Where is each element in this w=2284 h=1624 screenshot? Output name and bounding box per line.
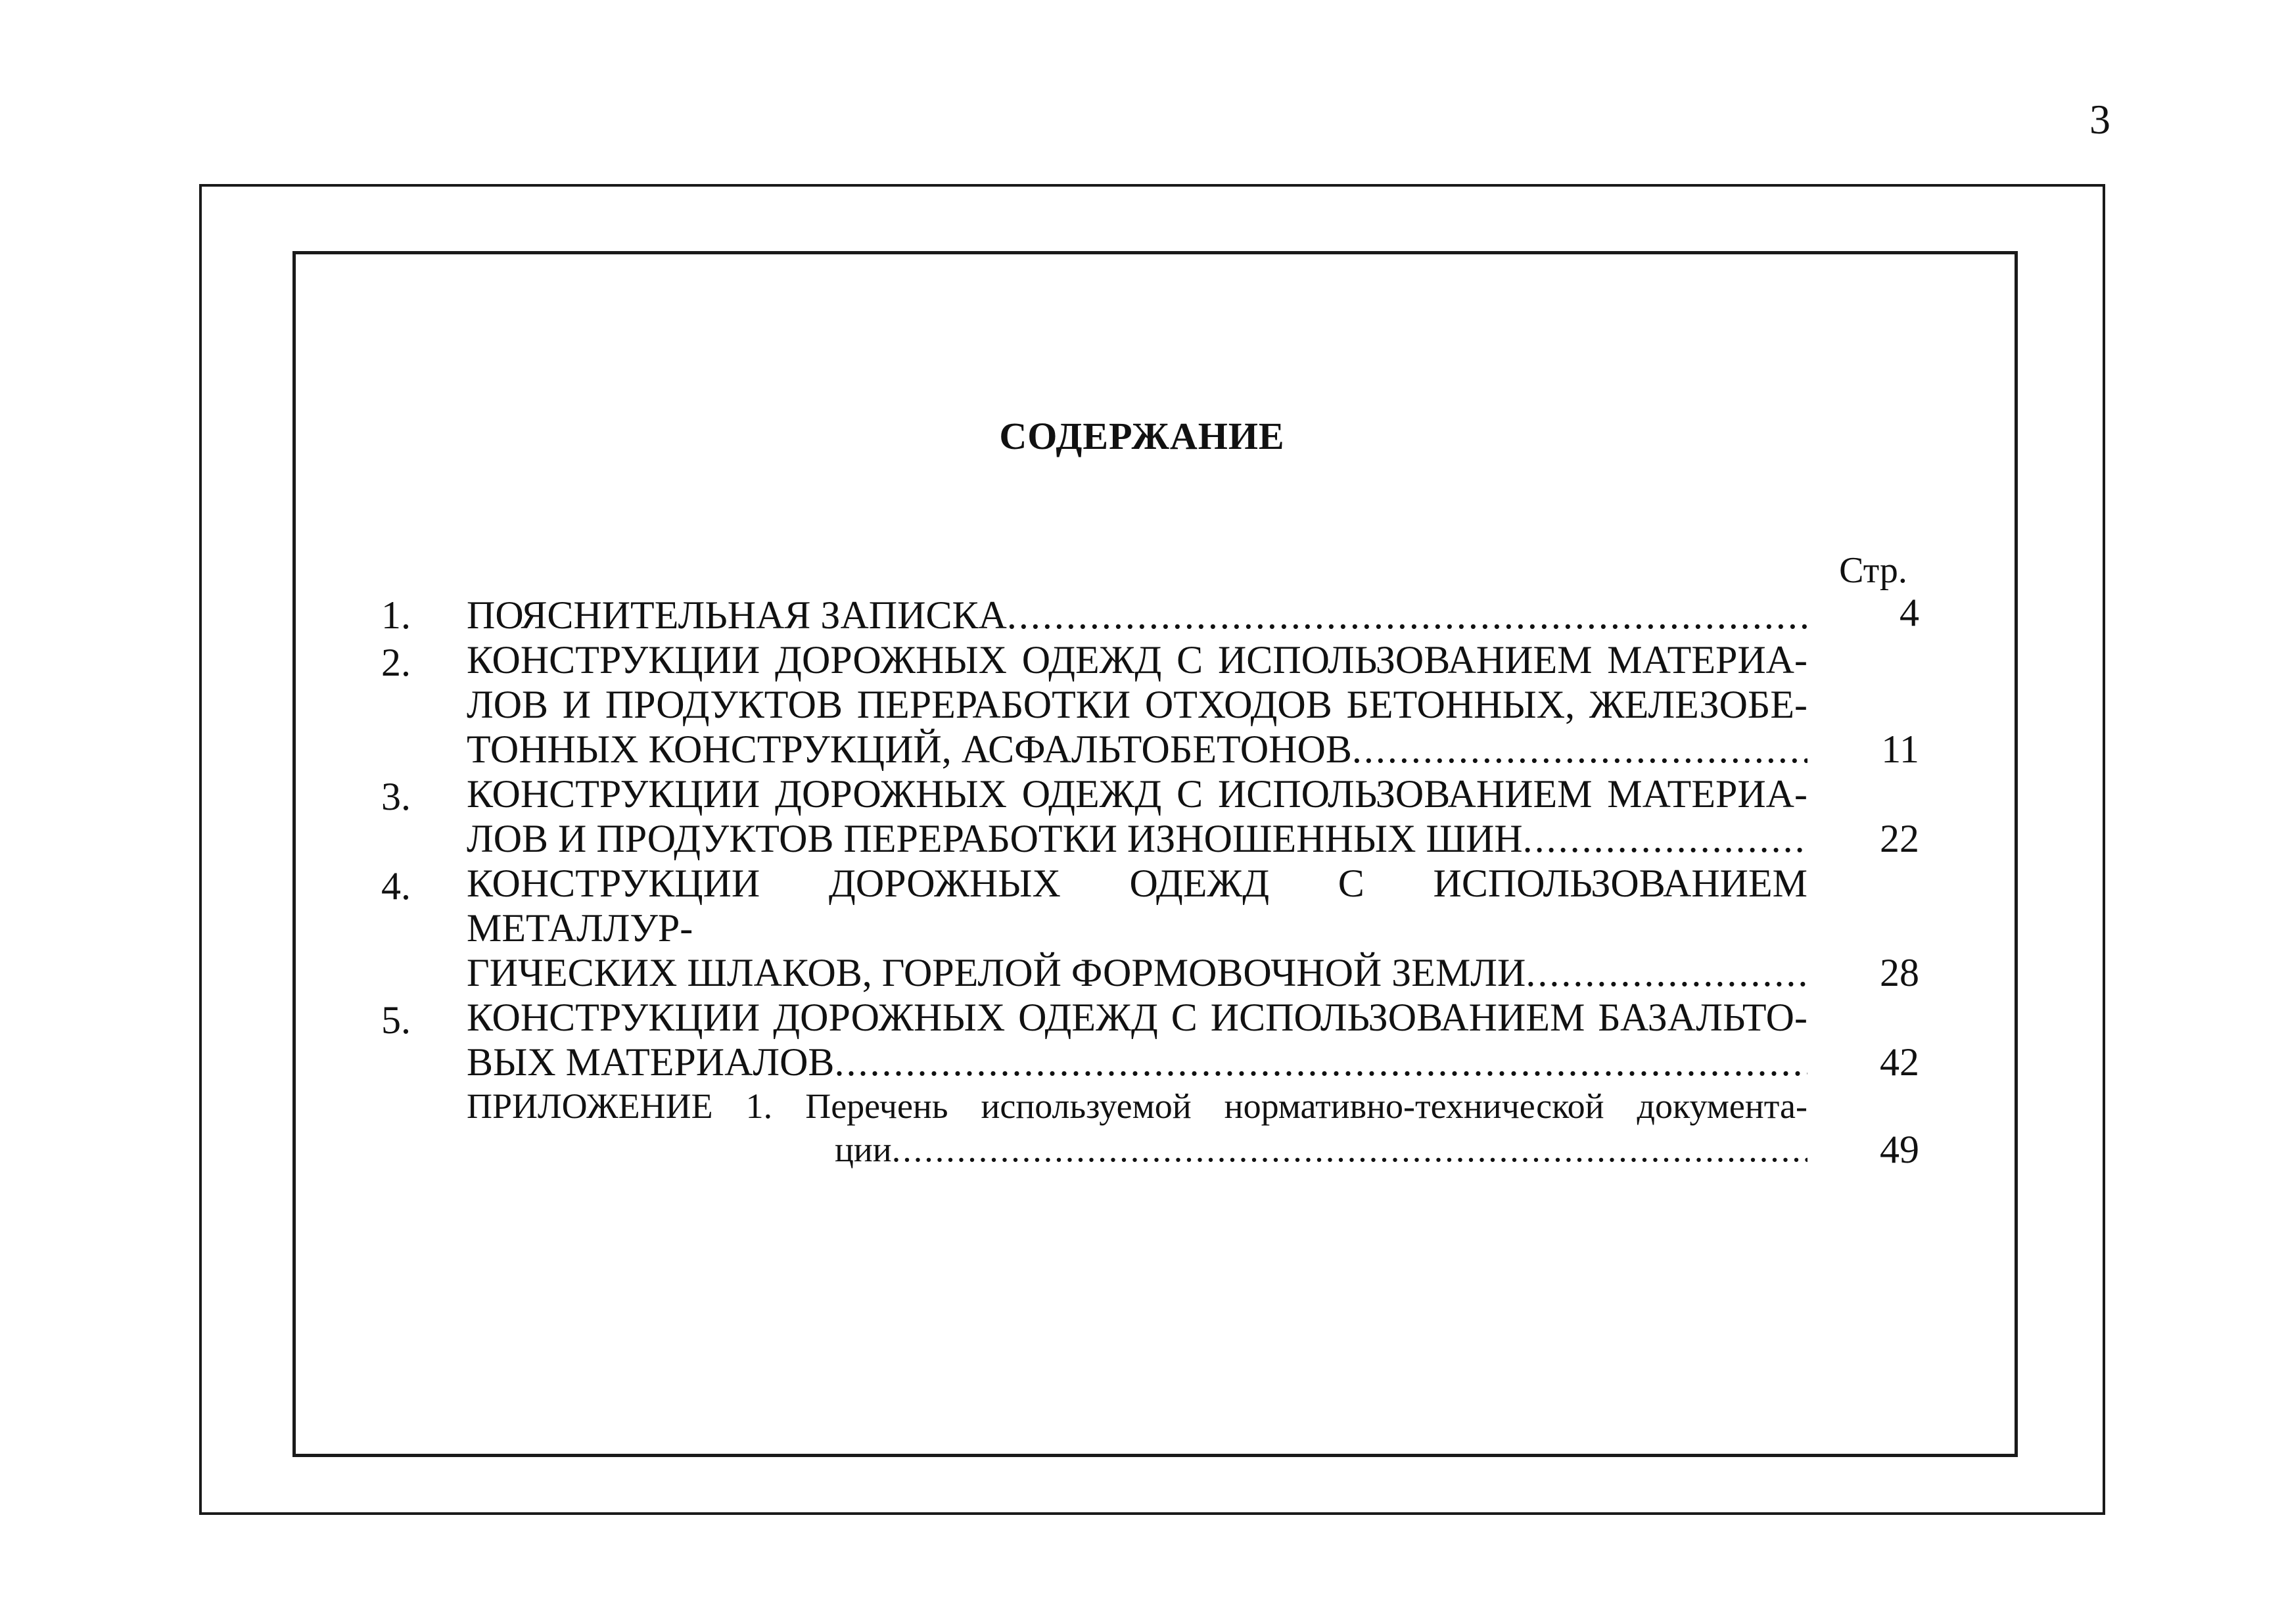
toc-entry-number: 3. [381, 775, 411, 818]
toc-entry-page: 28 [1880, 951, 1919, 994]
toc-entry-line: КОНСТРУКЦИИ ДОРОЖНЫХ ОДЕЖД С ИСПОЛЬЗОВАНИЕМ МАТЕРИА- [467, 772, 1807, 816]
page-column-header: Стр. [1839, 550, 1907, 591]
dot-leader [892, 1128, 1807, 1171]
toc-entry-page: 49 [1880, 1128, 1919, 1171]
toc-entry-line: КОНСТРУКЦИИ ДОРОЖНЫХ ОДЕЖД С ИСПОЛЬЗОВАНИЕМ МЕТАЛЛУР- [467, 862, 1807, 950]
toc-entry-text [467, 995, 1807, 1084]
toc-entry-line: ПРИЛОЖЕНИЕ 1. Перечень используемой нормативно-технической документа- [467, 1086, 1807, 1126]
toc-entry [381, 592, 1946, 638]
toc-entry-page: 11 [1881, 728, 1919, 771]
dot-leader [1007, 593, 1807, 638]
toc-entry-line: ЛОВ И ПРОДУКТОВ ПЕРЕРАБОТКИ ОТХОДОВ БЕТОННЫХ, ЖЕЛЕЗОБЕ- [467, 683, 1807, 726]
toc-entry-line: ции [835, 1130, 892, 1169]
toc-entry-line: ТОННЫХ КОНСТРУКЦИЙ, АСФАЛЬТОБЕТОНОВ [467, 728, 1352, 771]
toc-entry-page: 22 [1880, 817, 1919, 860]
toc-entry-text [467, 861, 1807, 995]
toc-entry-line: ГИЧЕСКИХ ШЛАКОВ, ГОРЕЛОЙ ФОРМОВОЧНОЙ ЗЕМЛИ [467, 951, 1526, 994]
toc-entry-text [467, 1084, 1807, 1171]
dot-leader [1523, 816, 1807, 861]
toc-entry-line: ЛОВ И ПРОДУКТОВ ПЕРЕРАБОТКИ ИЗНОШЕННЫХ ШИН [467, 817, 1523, 860]
toc-entry-number: 2. [381, 641, 411, 684]
toc-entry-line: КОНСТРУКЦИИ ДОРОЖНЫХ ОДЕЖД С ИСПОЛЬЗОВАНИЕМ МАТЕРИА- [467, 638, 1807, 682]
toc-entry-text [467, 593, 1807, 638]
toc-entry [381, 861, 1946, 995]
dot-leader [1526, 950, 1807, 995]
toc-entry [381, 995, 1946, 1084]
table-of-contents [381, 592, 1946, 1171]
toc-entry-text [467, 772, 1807, 861]
toc-entry-number: 5. [381, 998, 411, 1042]
toc-entry-text [467, 638, 1807, 772]
page-number: 3 [2089, 96, 2110, 143]
page-title: СОДЕРЖАНИЕ [999, 415, 1285, 457]
dot-leader [834, 1040, 1807, 1084]
toc-entry-appendix [381, 1084, 1946, 1171]
toc-entry-page: 42 [1880, 1040, 1919, 1084]
dot-leader [1352, 727, 1807, 772]
toc-entry-line: ВЫХ МАТЕРИАЛОВ [467, 1040, 835, 1084]
toc-entry-line: ПОЯСНИТЕЛЬНАЯ ЗАПИСКА [467, 593, 1007, 637]
toc-entry-number: 1. [381, 593, 411, 637]
toc-entry [381, 772, 1946, 861]
toc-entry-line: КОНСТРУКЦИИ ДОРОЖНЫХ ОДЕЖД С ИСПОЛЬЗОВАНИЕМ БАЗАЛЬТО- [467, 996, 1807, 1039]
toc-entry-page: 4 [1899, 591, 1919, 634]
toc-entry [381, 638, 1946, 772]
toc-entry-number: 4. [381, 864, 411, 908]
